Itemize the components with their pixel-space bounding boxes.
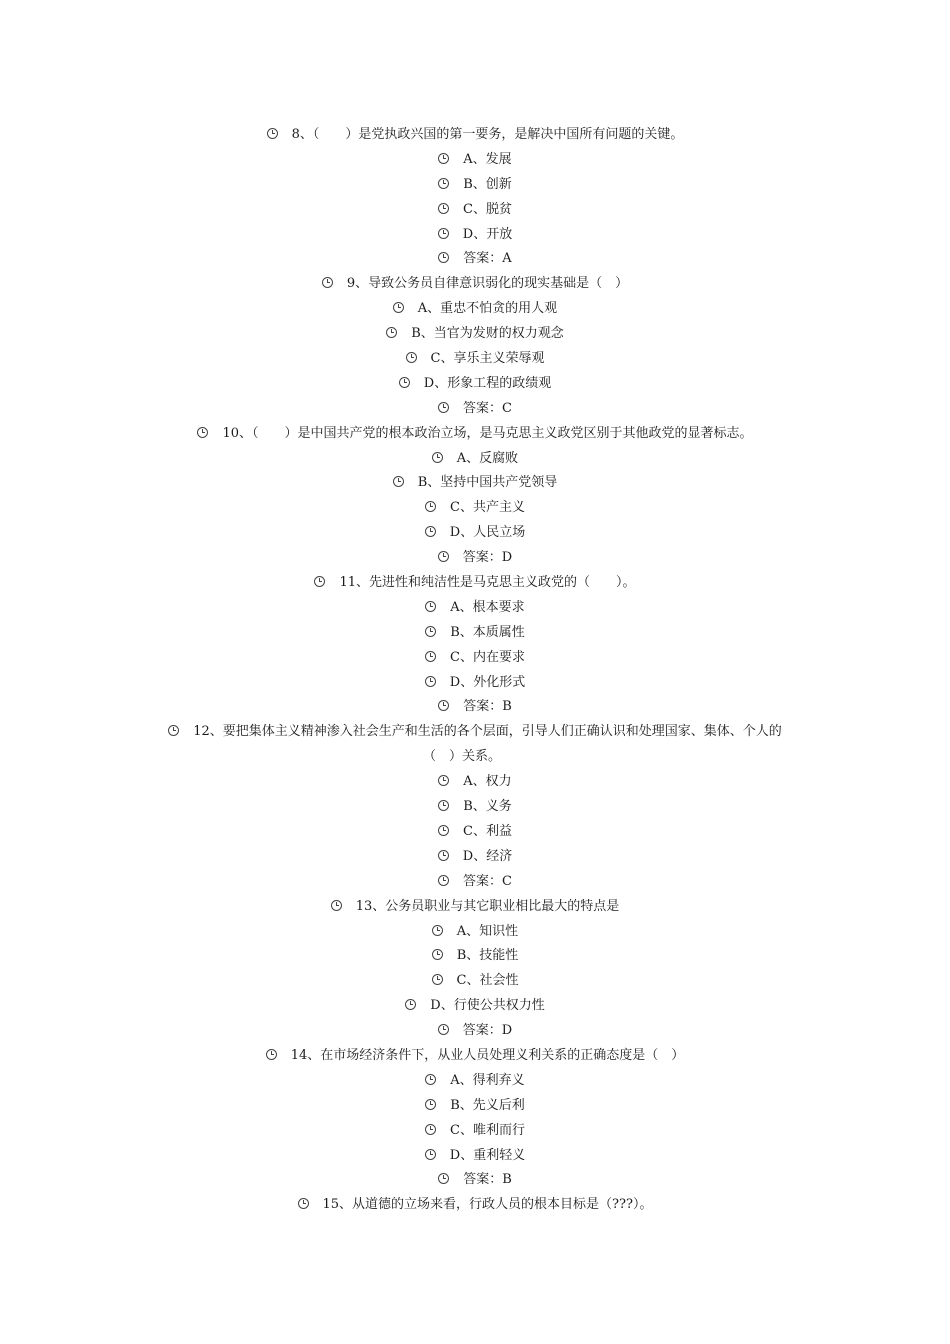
text-line: [0, 770, 950, 795]
text-line: [0, 297, 950, 322]
document-body: [0, 123, 950, 1218]
clock-bullet-icon: [432, 452, 443, 463]
line-text: 13、公务员职业与其它职业相比最大的特点是: [355, 898, 620, 914]
text-line: [0, 422, 950, 447]
line-text: 14、在市场经济条件下，从业人员处理义利关系的正确态度是（ ）: [290, 1047, 685, 1063]
clock-bullet-icon: [314, 576, 325, 587]
clock-bullet-icon: [438, 402, 449, 413]
text-line: [0, 1019, 950, 1044]
text-line: [0, 322, 950, 347]
clock-bullet-icon: [438, 800, 449, 811]
line-text: A、知识性: [456, 923, 519, 939]
line-text: C、唯利而行: [450, 1122, 525, 1138]
clock-bullet-icon: [298, 1198, 309, 1209]
text-line: [0, 571, 950, 596]
clock-bullet-icon: [267, 128, 278, 139]
line-text: A、得利弃义: [450, 1072, 525, 1088]
clock-bullet-icon: [425, 676, 436, 687]
clock-bullet-icon: [266, 1049, 277, 1060]
text-line: [0, 223, 950, 248]
text-line: [0, 1144, 950, 1169]
clock-bullet-icon: [322, 277, 333, 288]
line-text: B、技能性: [456, 948, 519, 964]
clock-bullet-icon: [197, 427, 208, 438]
line-text: C、脱贫: [463, 201, 512, 217]
clock-bullet-icon: [425, 1099, 436, 1110]
text-line: [0, 1094, 950, 1119]
text-line: [0, 1193, 950, 1218]
text-line: [0, 994, 950, 1019]
line-text: 11、先进性和纯洁性是马克思主义政党的（ ）。: [339, 575, 636, 591]
text-line: [0, 521, 950, 546]
clock-bullet-icon: [406, 352, 417, 363]
clock-bullet-icon: [438, 178, 449, 189]
line-text: 答案：D: [462, 1023, 513, 1039]
clock-bullet-icon: [425, 1149, 436, 1160]
clock-bullet-icon: [432, 949, 443, 960]
text-line: [0, 173, 950, 198]
text-line: [0, 123, 950, 148]
text-line: [0, 272, 950, 297]
line-text: 答案：A: [463, 251, 512, 267]
line-text: 8、（ ）是党执政兴国的第一要务，是解决中国所有问题的关键。: [291, 127, 684, 142]
text-line: [0, 870, 950, 895]
text-line: [0, 447, 950, 472]
text-line: [0, 621, 950, 646]
clock-bullet-icon: [393, 476, 404, 487]
text-line: [0, 944, 950, 969]
clock-bullet-icon: [438, 153, 449, 164]
line-text: C、共产主义: [450, 500, 525, 516]
text-line: [0, 347, 950, 372]
clock-bullet-icon: [405, 999, 416, 1010]
text-line: [0, 820, 950, 845]
line-text: 9、导致公务员自律意识弱化的现实基础是（ ）: [346, 276, 629, 292]
clock-bullet-icon: [393, 302, 404, 313]
text-line: [0, 720, 950, 745]
text-line: [0, 795, 950, 820]
text-line: [0, 845, 950, 870]
line-text: B、义务: [463, 799, 512, 815]
line-text: C、内在要求: [450, 649, 525, 665]
clock-bullet-icon: [168, 725, 179, 736]
clock-bullet-icon: [432, 925, 443, 936]
text-line: [0, 1044, 950, 1069]
clock-bullet-icon: [438, 850, 449, 861]
clock-bullet-icon: [425, 601, 436, 612]
text-line: [0, 471, 950, 496]
line-text: B、本质属性: [450, 624, 525, 640]
line-text: B、当官为发财的权力观念: [411, 326, 564, 342]
clock-bullet-icon: [438, 551, 449, 562]
text-line: [0, 920, 950, 945]
line-text: D、重利轻义: [449, 1147, 526, 1163]
line-text: A、发展: [463, 151, 512, 167]
line-text: 答案：B: [463, 699, 512, 715]
clock-bullet-icon: [438, 252, 449, 263]
line-text: 10、（ ）是中国共产党的根本政治立场，是马克思主义政党区别于其他政党的显著标志。: [222, 425, 753, 441]
line-text: 15、从道德的立场来看，行政人员的根本目标是（???）。: [322, 1197, 653, 1213]
text-line: [0, 745, 950, 770]
text-line: [0, 397, 950, 422]
line-text: 答案：C: [463, 873, 512, 889]
clock-bullet-icon: [425, 526, 436, 537]
clock-bullet-icon: [331, 900, 342, 911]
line-text: A、权力: [463, 774, 512, 790]
clock-bullet-icon: [438, 1173, 449, 1184]
text-line: [0, 1168, 950, 1193]
clock-bullet-icon: [425, 1074, 436, 1085]
clock-bullet-icon: [438, 1024, 449, 1035]
clock-bullet-icon: [438, 700, 449, 711]
line-text: A、根本要求: [450, 599, 525, 615]
clock-bullet-icon: [386, 327, 397, 338]
line-text: D、形象工程的政绩观: [423, 375, 552, 391]
text-line: [0, 247, 950, 272]
text-line: [0, 496, 950, 521]
text-line: [0, 198, 950, 223]
text-line: [0, 895, 950, 920]
line-text: D、行使公共权力性: [430, 998, 545, 1014]
line-text: D、经济: [462, 848, 513, 864]
line-text: D、开放: [462, 226, 513, 242]
text-line: [0, 695, 950, 720]
text-line: [0, 969, 950, 994]
text-line: [0, 671, 950, 696]
line-text: B、坚持中国共产党领导: [417, 475, 558, 491]
clock-bullet-icon: [438, 775, 449, 786]
line-text: （ ）关系。: [422, 749, 501, 765]
line-text: 答案：B: [463, 1172, 512, 1188]
text-line: [0, 1119, 950, 1144]
clock-bullet-icon: [399, 377, 410, 388]
clock-bullet-icon: [425, 501, 436, 512]
line-text: 答案：D: [462, 550, 513, 566]
clock-bullet-icon: [425, 1124, 436, 1135]
clock-bullet-icon: [438, 875, 449, 886]
clock-bullet-icon: [425, 626, 436, 637]
text-line: [0, 646, 950, 671]
clock-bullet-icon: [432, 974, 443, 985]
line-text: 答案：C: [463, 400, 512, 416]
line-text: B、创新: [463, 176, 512, 192]
clock-bullet-icon: [425, 651, 436, 662]
text-line: [0, 546, 950, 571]
text-line: [0, 596, 950, 621]
clock-bullet-icon: [438, 228, 449, 239]
line-text: C、享乐主义荣辱观: [430, 351, 545, 367]
line-text: 12、要把集体主义精神渗入社会生产和生活的各个层面，引导人们正确认识和处理国家、集体、个人的: [193, 724, 782, 740]
line-text: C、利益: [463, 823, 512, 839]
text-line: [0, 1069, 950, 1094]
line-text: A、重忠不怕贪的用人观: [417, 301, 558, 317]
line-text: C、社会性: [456, 973, 519, 989]
clock-bullet-icon: [438, 203, 449, 214]
clock-bullet-icon: [438, 825, 449, 836]
text-line: [0, 148, 950, 173]
line-text: A、反腐败: [456, 450, 519, 466]
line-text: D、外化形式: [449, 674, 526, 690]
text-line: [0, 372, 950, 397]
line-text: B、先义后利: [450, 1097, 525, 1113]
line-text: D、人民立场: [449, 525, 526, 541]
